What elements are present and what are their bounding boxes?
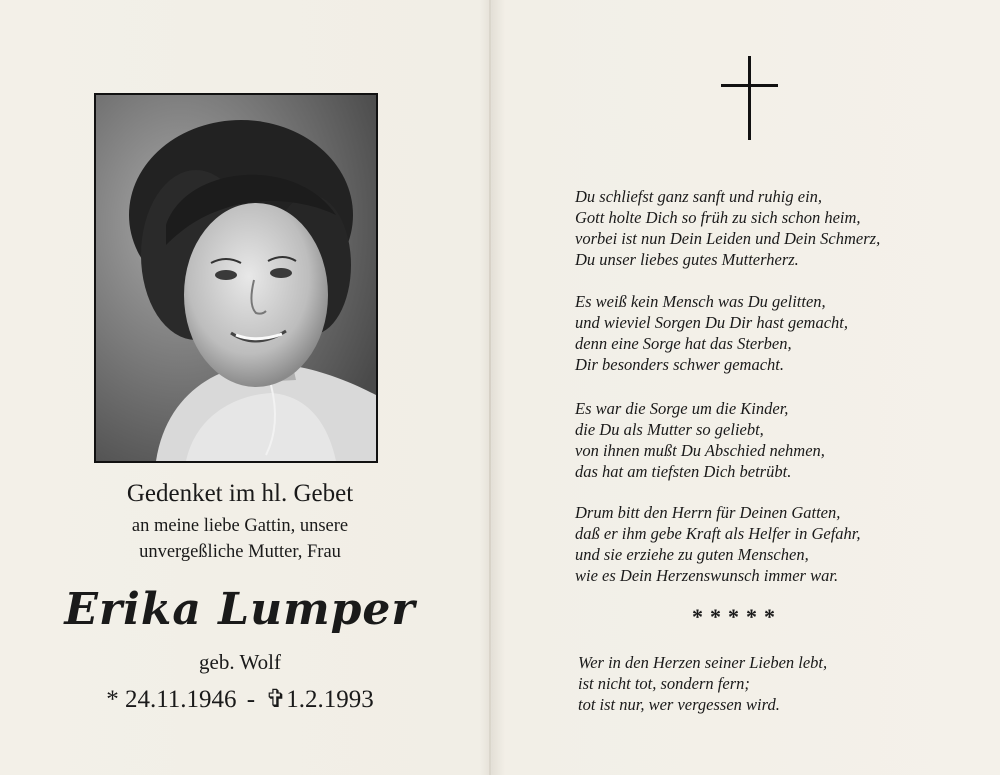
poem-line: denn eine Sorge hat das Sterben, [575, 334, 792, 353]
poem-stanza-3 [575, 398, 975, 482]
death-cross-icon: ✞ [265, 686, 287, 713]
poem-line: von ihnen mußt Du Abschied nehmen, [575, 441, 825, 460]
dedication-line-1: an meine liebe Gattin, unsere [131, 516, 349, 536]
poem-line: Du schliefst ganz sanft und ruhig ein, [575, 187, 823, 206]
poem-line: das hat am tiefsten Dich betrübt. [575, 462, 792, 481]
date-separator: - [246, 686, 256, 713]
poem-line: und sie erziehe zu guten Menschen, [575, 545, 809, 564]
poem-line: Es weiß kein Mensch was Du gelitten, [575, 292, 826, 311]
birth-star-icon: * [106, 686, 119, 713]
star-divider: ***** [692, 604, 782, 629]
poem-line: tot ist nur, wer vergessen wird. [578, 695, 780, 714]
poem-stanza-5 [578, 652, 978, 715]
death-date: 1.2.1993 [286, 686, 374, 713]
poem-line: Wer in den Herzen seiner Lieben lebt, [578, 653, 828, 672]
dedication-line-2: unvergeßliche Mutter, Frau [139, 542, 341, 562]
poem-line: daß er ihm gebe Kraft als Helfer in Gefahr, [575, 524, 861, 543]
poem-line: ist nicht tot, sondern fern; [578, 674, 750, 693]
poem-line: und wieviel Sorgen Du Dir hast gemacht, [575, 313, 848, 332]
portrait-image [96, 95, 376, 461]
poem-line: vorbei ist nun Dein Leiden und Dein Schmerz, [575, 229, 881, 248]
life-dates [60, 684, 420, 714]
poem-line: Dir besonders schwer gemacht. [575, 355, 784, 374]
cross-icon [721, 56, 778, 140]
poem-line: Du unser liebes gutes Mutterherz. [575, 250, 799, 269]
poem-line: die Du als Mutter so geliebt, [575, 420, 764, 439]
poem-stanza-1 [575, 186, 975, 270]
prayer-heading: Gedenket im hl. Gebet [126, 480, 354, 507]
birth-date: 24.11.1946 [124, 686, 237, 713]
portrait-photo [94, 93, 378, 463]
fold-line [489, 0, 491, 775]
poem-stanza-2 [575, 291, 975, 375]
poem-line: wie es Dein Herzenswunsch immer war. [575, 566, 839, 585]
poem-line: Es war die Sorge um die Kinder, [575, 399, 789, 418]
poem-stanza-4 [575, 502, 975, 586]
deceased-name: Erika Lumper [64, 584, 416, 635]
maiden-name: geb. Wolf [199, 650, 281, 674]
poem-line: Gott holte Dich so früh zu sich schon heim, [575, 208, 861, 227]
poem-line: Drum bitt den Herrn für Deinen Gatten, [575, 503, 841, 522]
